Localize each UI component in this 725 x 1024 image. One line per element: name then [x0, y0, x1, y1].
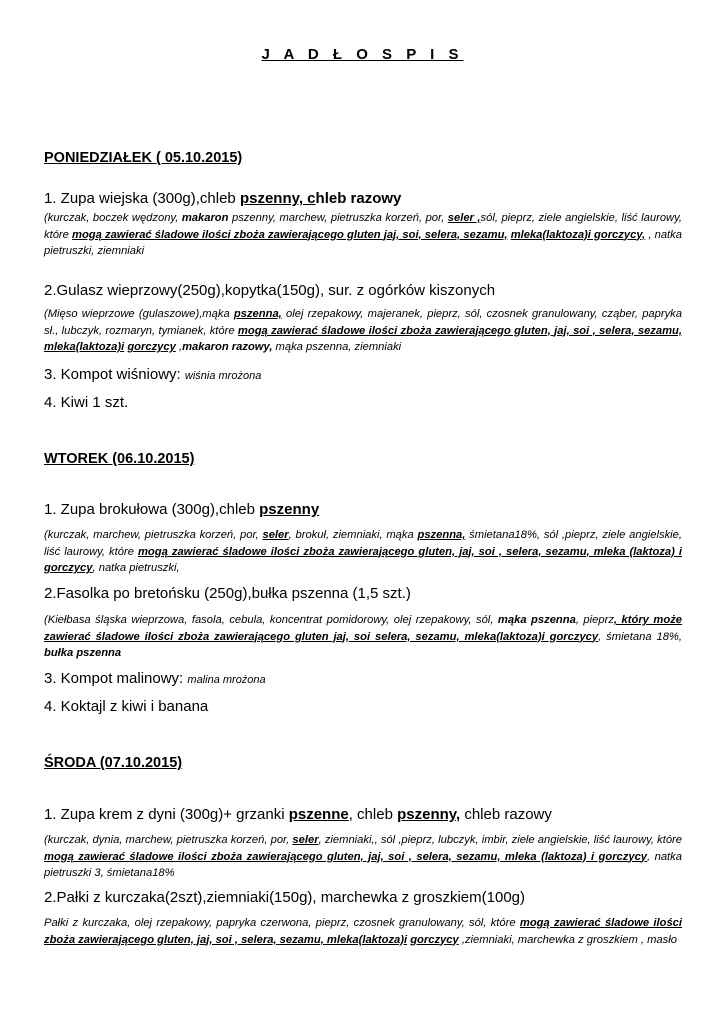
ingredients-monday-2: (Mięso wieprzowe (gulaszowe),mąka pszenna, olej rzepakowy, majeranek, pieprz, sól, czosnek granulowany, cząber, papryka sł., lubczyk, rozmaryn, tymianek, które mogą zawierać śladowe ilości zboża zawierającego gluten, jaj, soi , selera, sezamu, mleka(laktoza)i gorczycy ,makaron razowy, mąka pszenna, ziemniaki	[44, 308, 682, 353]
day-heading-monday: PONIEDZIAŁEK ( 05.10.2015)	[44, 150, 243, 166]
dish-wednesday-1: 1. Zupa krem z dyni (300g)+ grzanki pszenne, chleb pszenny, chleb razowy	[44, 806, 552, 823]
dish-tuesday-4: 4. Koktajl z kiwi i banana	[44, 698, 209, 715]
dish-monday-3: 3. Kompot wiśniowy: wiśnia mrożona	[44, 366, 262, 383]
dish-monday-2: 2.Gulasz wieprzowy(250g),kopytka(150g), sur. z ogórków kiszonych	[44, 282, 496, 299]
dish-tuesday-3: 3. Kompot malinowy: malina mrożona	[44, 670, 266, 687]
dish-tuesday-2: 2.Fasolka po bretońsku (250g),bułka pszenna (1,5 szt.)	[44, 585, 411, 602]
ingredients-tuesday-1: (kurczak, marchew, pietruszka korzeń, por, seler, brokuł, ziemniaki, mąka pszenna, śmietana18%, sól ,pieprz, ziele angielskie, liść laurowy, które mogą zawierać śladowe ilości zboża zawierającego gluten, jaj, soi , selera, sezamu, mleka (laktoza) i gorczycy, natka pietruszki,	[44, 529, 683, 574]
day-heading-tuesday: WTOREK (06.10.2015)	[44, 451, 195, 467]
page-title: J A D Ł O S P I S	[261, 46, 464, 63]
ingredients-wednesday-1: (kurczak, dynia, marchew, pietruszka korzeń, por, seler, ziemniaki,, sól ,pieprz, lubczyk, imbir, ziele angielskie, liść laurowy, które mogą zawierać śladowe ilości zboża zawierającego gluten, jaj, soi , selera, sezamu, mleka (laktoza) i gorczycy, natka pietruszki 3, śmietana18%	[44, 834, 682, 879]
ingredients-tuesday-2: (Kiełbasa śląska wieprzowa, fasola, cebula, koncentrat pomidorowy, olej rzepakowy, sól, mąka pszenna, pieprz, który może zawierać śladowe ilości zboża zawierającego gluten jaj, soi selera, sezamu, mleka(laktoza)i gorczycy, śmietana 18%, bułka pszenna	[44, 614, 683, 659]
ingredients-wednesday-2: Pałki z kurczaka, olej rzepakowy, papryka czerwona, pieprz, czosnek granulowany, sól, które mogą zawierać śladowe ilości zboża zawierającego gluten, jaj, soi , selera, sezamu, mleka(laktoza)i gorczycy ,ziemniaki, marchewka z groszkiem , masło	[44, 917, 682, 946]
ingredients-monday-1: (kurczak, boczek wędzony, makaron pszenny, marchew, pietruszka korzeń, por, seler ,sól, pieprz, ziele angielskie, liść laurowy, które mogą zawierać śladowe ilości zboża zawierającego gluten jaj, soi, selera, sezamu, mleka(laktoza)i gorczycy, , natka pietruszki, ziemniaki	[44, 212, 682, 257]
day-heading-wednesday: ŚRODA (07.10.2015)	[44, 755, 183, 771]
dish-monday-4: 4. Kiwi 1 szt.	[44, 394, 129, 411]
dish-monday-1: 1. Zupa wiejska (300g),chleb pszenny, chleb razowy	[44, 190, 402, 207]
dish-wednesday-2: 2.Pałki z kurczaka(2szt),ziemniaki(150g), marchewka z groszkiem(100g)	[44, 889, 525, 906]
dish-tuesday-1: 1. Zupa brokułowa (300g),chleb pszenny	[44, 501, 320, 518]
